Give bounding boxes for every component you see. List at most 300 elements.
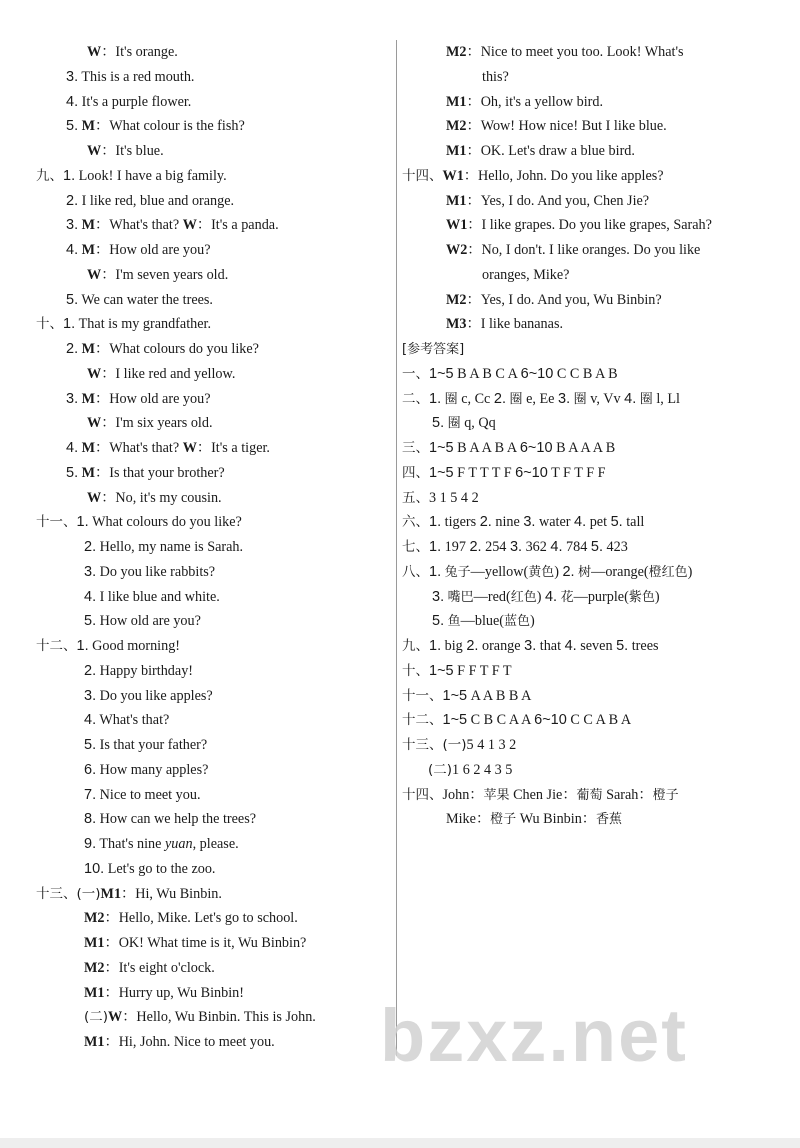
- text-line: [402, 510, 774, 535]
- line-text: That is my grandfather.: [75, 316, 212, 333]
- text-line: [402, 238, 774, 263]
- text-line: [402, 312, 774, 337]
- item-number: 2.: [66, 192, 79, 209]
- text-line: [36, 189, 386, 214]
- speaker-label: W: [108, 1009, 123, 1026]
- text-line: [36, 65, 386, 90]
- line-text: ：Hello, Wu Binbin. This is John.: [122, 1009, 316, 1026]
- speaker-label: M2: [84, 959, 105, 976]
- text-line: [402, 213, 774, 238]
- text-line: [36, 882, 386, 907]
- line-text: Chen Jie：: [509, 786, 577, 803]
- item-number: 4.: [564, 638, 577, 654]
- item-number: 6.: [84, 761, 97, 778]
- line-text: ：What's that?: [95, 217, 183, 234]
- line-text: T F T F F: [547, 464, 606, 481]
- text-line: [36, 733, 386, 758]
- text-line: [36, 238, 386, 263]
- line-text: 橙子: [490, 812, 517, 828]
- section-marker: 十三、: [36, 885, 77, 902]
- text-line: [36, 832, 386, 857]
- item-number: 5.: [616, 638, 629, 654]
- text-line: [36, 931, 386, 956]
- page-bottom-edge: [0, 1138, 800, 1148]
- line-text: We can water the trees.: [78, 291, 213, 308]
- item-number: 1.: [63, 316, 76, 333]
- speaker-label: W: [87, 489, 102, 506]
- line-text: ：Hi, Wu Binbin.: [121, 885, 222, 902]
- line-text: ：I'm seven years old.: [101, 266, 229, 283]
- text-line: [402, 164, 774, 189]
- text-line: [36, 139, 386, 164]
- section-marker: 八、: [402, 563, 429, 580]
- item-number: 2.: [466, 638, 479, 654]
- text-line: [36, 1005, 386, 1030]
- speaker-label: M: [81, 341, 96, 357]
- speaker-label: M2: [446, 291, 467, 308]
- item-number: 4.: [544, 588, 558, 605]
- item-number: 1.: [429, 563, 442, 580]
- section-marker: 十一、: [36, 514, 77, 531]
- line-text: ：It's blue.: [101, 143, 164, 159]
- line-text: seven: [576, 638, 617, 654]
- line-text: 黄色: [528, 564, 555, 580]
- line-text: ): [554, 563, 563, 580]
- line-text: 5 4 1 3 2: [466, 737, 517, 753]
- line-text: Happy birthday!: [96, 662, 194, 679]
- line-text: 香蕉: [595, 812, 622, 828]
- line-text: 紫色: [628, 589, 655, 605]
- section-marker: 九、: [36, 167, 63, 184]
- text-line: [402, 560, 774, 585]
- section-marker: 一、: [402, 365, 429, 382]
- text-line: [36, 535, 386, 560]
- item-number: 4.: [66, 440, 79, 456]
- speaker-label: M1: [446, 143, 467, 159]
- section-marker: (一): [76, 885, 101, 902]
- item-number: 3.: [84, 563, 97, 580]
- line-text: ：How old are you?: [95, 242, 211, 258]
- item-number: 10.: [84, 860, 105, 877]
- text-line: [36, 164, 386, 189]
- text-line: [402, 609, 774, 634]
- speaker-label: M1: [84, 935, 105, 951]
- column-divider: [396, 40, 397, 1056]
- text-line: [402, 337, 774, 362]
- item-number: 4.: [84, 588, 97, 605]
- line-text: trees: [628, 638, 659, 654]
- line-text: ): [536, 588, 545, 605]
- speaker-label: W2: [446, 242, 468, 258]
- text-line: [36, 634, 386, 659]
- item-number: 2.: [84, 539, 97, 555]
- line-text: pet: [586, 514, 611, 531]
- text-line: [36, 708, 386, 733]
- item-number: 4.: [624, 390, 637, 407]
- text-line: [36, 659, 386, 684]
- line-text: nine: [491, 514, 524, 531]
- line-text: Nice to meet you.: [96, 786, 201, 803]
- item-number: 3.: [558, 390, 571, 407]
- line-text: ): [654, 588, 660, 605]
- line-text: 鱼: [447, 614, 461, 630]
- speaker-label: W: [182, 440, 197, 456]
- text-line: [402, 783, 774, 808]
- line-text: ：It's a tiger.: [196, 440, 270, 456]
- line-text: ：Hi, John. Nice to meet you.: [104, 1034, 275, 1050]
- line-text: —blue(: [460, 613, 504, 630]
- item-number: 2.: [562, 563, 575, 580]
- item-number: 6~10: [515, 464, 548, 481]
- line-text: 嘴巴: [447, 589, 474, 605]
- item-number: 1~5: [429, 662, 454, 679]
- text-line: [36, 288, 386, 313]
- section-marker: 六、: [402, 514, 429, 531]
- speaker-label: W: [87, 415, 102, 432]
- line-text: yuan: [164, 836, 193, 852]
- item-number: 3.: [432, 588, 445, 605]
- speaker-label: W1: [446, 217, 468, 234]
- speaker-label: M1: [100, 885, 122, 902]
- text-line: [402, 708, 774, 733]
- line-text: ：Hello, John. Do you like apples?: [463, 167, 664, 184]
- text-line: [36, 213, 386, 238]
- line-text: That's nine: [96, 836, 165, 852]
- text-line: [36, 585, 386, 610]
- item-number: 6~10: [534, 712, 567, 729]
- text-line: [36, 387, 386, 412]
- line-text: 784: [562, 539, 591, 555]
- section-marker: 九、: [402, 638, 429, 654]
- line-text: What colours do you like?: [88, 514, 242, 531]
- text-line: [36, 560, 386, 585]
- text-line: [36, 40, 386, 65]
- speaker-label: M: [81, 217, 96, 234]
- line-text: ：What colours do you like?: [95, 341, 259, 357]
- text-line: [36, 486, 386, 511]
- line-text: ：I'm six years old.: [101, 415, 213, 432]
- line-text: 圈: [573, 391, 587, 407]
- text-line: [402, 139, 774, 164]
- text-line: [36, 609, 386, 634]
- line-text: 圈: [509, 391, 523, 407]
- line-text: Look! I have a big family.: [75, 167, 227, 184]
- item-number: 6~10: [519, 440, 553, 456]
- item-number: 1.: [429, 390, 442, 407]
- text-line: [402, 90, 774, 115]
- line-text: ：No, it's my cousin.: [101, 489, 222, 506]
- line-text: oranges, Mike?: [482, 266, 570, 283]
- line-text: 3 1 5 4 2: [429, 489, 479, 506]
- item-number: 5.: [84, 737, 97, 753]
- item-number: 1~5: [429, 365, 454, 382]
- text-line: [402, 486, 774, 511]
- item-number: 4.: [550, 539, 563, 555]
- line-text: A A B B A: [467, 687, 532, 704]
- line-text: —red(: [473, 588, 511, 605]
- text-line: [36, 362, 386, 387]
- item-number: 2.: [84, 662, 97, 679]
- text-line: [402, 411, 774, 436]
- line-text: l, Ll: [652, 390, 680, 407]
- section-marker: (一): [442, 737, 467, 753]
- item-number: 6~10: [520, 365, 554, 382]
- text-line: [402, 387, 774, 412]
- line-text: F T T T F: [453, 464, 516, 481]
- line-text: 1 6 2 4 3 5: [452, 761, 513, 778]
- line-text: Good morning!: [88, 638, 181, 654]
- section-marker: (二): [84, 1009, 109, 1026]
- item-number: 5.: [84, 613, 97, 630]
- text-line: [36, 114, 386, 139]
- text-line: [36, 312, 386, 337]
- text-line: [402, 288, 774, 313]
- speaker-label: W: [87, 266, 102, 283]
- item-number: 5.: [610, 514, 623, 531]
- item-number: 3.: [523, 514, 536, 531]
- item-number: 3.: [66, 68, 79, 85]
- text-line: [36, 684, 386, 709]
- line-text: water: [535, 514, 575, 531]
- item-number: 9.: [84, 836, 97, 852]
- item-number: 7.: [84, 786, 97, 803]
- item-number: 5.: [66, 464, 79, 481]
- text-line: [402, 634, 774, 659]
- line-text: ): [687, 563, 693, 580]
- item-number: 1~5: [429, 464, 454, 481]
- item-number: 3.: [66, 217, 79, 234]
- text-line: [402, 114, 774, 139]
- item-number: 8.: [84, 811, 97, 828]
- line-text: ：OK! What time is it, Wu Binbin?: [104, 935, 307, 951]
- line-text: How many apples?: [96, 761, 209, 778]
- item-number: 1~5: [429, 440, 454, 456]
- section-marker: 十四、: [402, 167, 443, 184]
- text-line: [36, 807, 386, 832]
- section-marker: 十二、: [36, 638, 77, 654]
- text-line: [402, 585, 774, 610]
- item-number: 5.: [432, 415, 445, 432]
- section-marker: 四、: [402, 464, 429, 481]
- text-line: [36, 1030, 386, 1055]
- line-text: 254: [481, 539, 510, 555]
- item-number: 1.: [429, 539, 442, 555]
- line-text: ：I like grapes. Do you like grapes, Sarah?: [467, 217, 712, 234]
- line-text: ：OK. Let's draw a blue bird.: [466, 143, 635, 159]
- line-text: How old are you?: [96, 613, 201, 630]
- text-line: [402, 40, 774, 65]
- item-number: 4.: [66, 242, 79, 258]
- line-text: orange: [478, 638, 525, 654]
- line-text: 蓝色: [504, 614, 531, 630]
- speaker-label: M: [81, 242, 96, 258]
- line-text: q, Qq: [460, 415, 496, 432]
- item-number: 4.: [66, 93, 79, 110]
- line-text: Is that your father?: [96, 737, 208, 753]
- section-marker: 十一、: [402, 687, 443, 704]
- item-number: 5.: [66, 118, 79, 135]
- text-line: [36, 783, 386, 808]
- section-marker: 三、: [402, 440, 429, 456]
- line-text: this?: [482, 68, 509, 85]
- section-marker: 十三、: [402, 737, 443, 753]
- line-text: This is a red mouth.: [78, 68, 195, 85]
- text-line: [402, 733, 774, 758]
- item-number: 4.: [574, 514, 587, 531]
- line-text: 362: [522, 539, 551, 555]
- line-text: 橙子: [652, 787, 679, 803]
- line-text: ：It's a panda.: [196, 217, 279, 234]
- item-number: 5.: [432, 613, 445, 630]
- text-line: [36, 411, 386, 436]
- line-text: Wu Binbin：: [516, 811, 596, 828]
- item-number: 3.: [84, 687, 97, 704]
- text-line: [36, 436, 386, 461]
- text-line: [402, 461, 774, 486]
- line-text: Hello, my name is Sarah.: [96, 539, 244, 555]
- text-line: [36, 263, 386, 288]
- speaker-label: W: [87, 143, 102, 159]
- item-number: 1~5: [442, 687, 468, 704]
- speaker-label: M2: [446, 44, 467, 60]
- line-text: How can we help the trees?: [96, 811, 257, 828]
- right-column: [402, 40, 774, 832]
- line-text: What's that?: [96, 712, 170, 729]
- item-number: 5.: [66, 291, 79, 308]
- line-text: ：It's eight o'clock.: [104, 959, 215, 976]
- speaker-label: W: [182, 217, 197, 234]
- section-marker: 五、: [402, 489, 429, 506]
- line-text: e, Ee: [522, 390, 559, 407]
- line-text: ：What colour is the fish?: [95, 118, 245, 135]
- line-text: B A A A B: [552, 440, 616, 456]
- text-line: [36, 90, 386, 115]
- text-line: [402, 362, 774, 387]
- speaker-label: M1: [84, 1034, 105, 1050]
- speaker-label: M: [81, 118, 96, 135]
- speaker-label: W: [87, 365, 102, 382]
- speaker-label: M2: [84, 910, 105, 927]
- text-line: [402, 659, 774, 684]
- line-text: Mike：: [446, 811, 491, 828]
- item-number: 1.: [63, 167, 76, 184]
- line-text: v, Vv: [586, 390, 625, 407]
- speaker-label: M1: [446, 192, 467, 209]
- text-line: [402, 65, 774, 90]
- item-number: 2.: [493, 390, 506, 407]
- line-text: 红色: [510, 589, 537, 605]
- line-text: 树: [578, 564, 592, 580]
- line-text: ：Hurry up, Wu Binbin!: [104, 984, 244, 1001]
- line-text: It's a purple flower.: [78, 93, 192, 110]
- line-text: tigers: [441, 514, 480, 531]
- item-number: 2.: [469, 539, 482, 555]
- line-text: that: [536, 638, 565, 654]
- text-line: [36, 906, 386, 931]
- line-text: 兔子: [444, 564, 471, 580]
- line-text: ：Yes, I do. And you, Wu Binbin?: [466, 291, 662, 308]
- speaker-label: M1: [446, 93, 467, 110]
- line-text: 圈: [639, 391, 653, 407]
- text-line: [402, 758, 774, 783]
- line-text: ：What's that?: [95, 440, 183, 456]
- line-text: Sarah：: [602, 786, 653, 803]
- line-text: 苹果: [483, 787, 510, 803]
- line-text: Do you like rabbits?: [96, 563, 216, 580]
- section-marker: (二): [428, 761, 453, 778]
- line-text: ：How old are you?: [95, 390, 211, 407]
- line-text: B A B C A: [453, 365, 521, 382]
- line-text: I like red, blue and orange.: [78, 192, 235, 209]
- speaker-label: M2: [446, 118, 467, 135]
- line-text: 423: [602, 539, 628, 555]
- watermark-logo: bzxz.net: [380, 994, 688, 1077]
- text-line: [402, 807, 774, 832]
- text-line: [402, 436, 774, 461]
- line-text: 橙红色: [648, 564, 688, 580]
- line-text: ：Yes, I do. And you, Chen Jie?: [466, 192, 650, 209]
- text-line: [36, 956, 386, 981]
- line-text: 圈: [444, 391, 458, 407]
- text-line: [402, 535, 774, 560]
- section-marker: 十四、: [402, 786, 443, 803]
- text-line: [402, 263, 774, 288]
- line-text: 圈: [447, 416, 461, 432]
- item-number: 2.: [479, 514, 492, 531]
- speaker-label: M: [81, 440, 96, 456]
- text-line: [36, 981, 386, 1006]
- line-text: ：Nice to meet you too. Look! What's: [466, 44, 684, 60]
- section-heading: [参考答案]: [402, 342, 465, 357]
- item-number: 3.: [509, 539, 523, 555]
- item-number: 1.: [429, 638, 442, 654]
- text-line: [36, 857, 386, 882]
- line-text: C C A B A: [566, 712, 632, 729]
- line-text: , please.: [192, 836, 239, 852]
- line-text: —yellow(: [470, 563, 529, 580]
- text-line: [36, 337, 386, 362]
- line-text: 197: [441, 539, 470, 555]
- line-text: F F T F T: [453, 662, 512, 679]
- text-line: [402, 189, 774, 214]
- item-number: 1~5: [442, 712, 468, 729]
- line-text: ：Is that your brother?: [95, 464, 225, 481]
- section-marker: 十、: [402, 662, 429, 679]
- item-number: 1.: [429, 514, 442, 531]
- line-text: ：No, I don't. I like oranges. Do you like: [467, 242, 701, 258]
- line-text: 葡萄: [576, 787, 603, 803]
- line-text: —orange(: [591, 563, 649, 580]
- line-text: ): [530, 613, 535, 630]
- line-text: ：Oh, it's a yellow bird.: [466, 93, 604, 110]
- line-text: ：I like bananas.: [466, 316, 564, 333]
- item-number: 1.: [76, 514, 89, 531]
- line-text: tall: [622, 514, 645, 531]
- line-text: Do you like apples?: [96, 687, 213, 704]
- item-number: 2.: [66, 341, 79, 357]
- item-number: 4.: [84, 712, 97, 729]
- section-marker: 十二、: [402, 712, 443, 729]
- line-text: ：Hello, Mike. Let's go to school.: [104, 910, 298, 927]
- line-text: c, Cc: [457, 390, 494, 407]
- line-text: B A A B A: [453, 440, 520, 456]
- section-marker: 二、: [402, 390, 429, 407]
- item-number: 1.: [76, 638, 89, 654]
- section-marker: 七、: [402, 539, 429, 555]
- speaker-label: M1: [84, 984, 105, 1001]
- speaker-label: W1: [442, 167, 464, 184]
- speaker-label: M: [81, 464, 96, 481]
